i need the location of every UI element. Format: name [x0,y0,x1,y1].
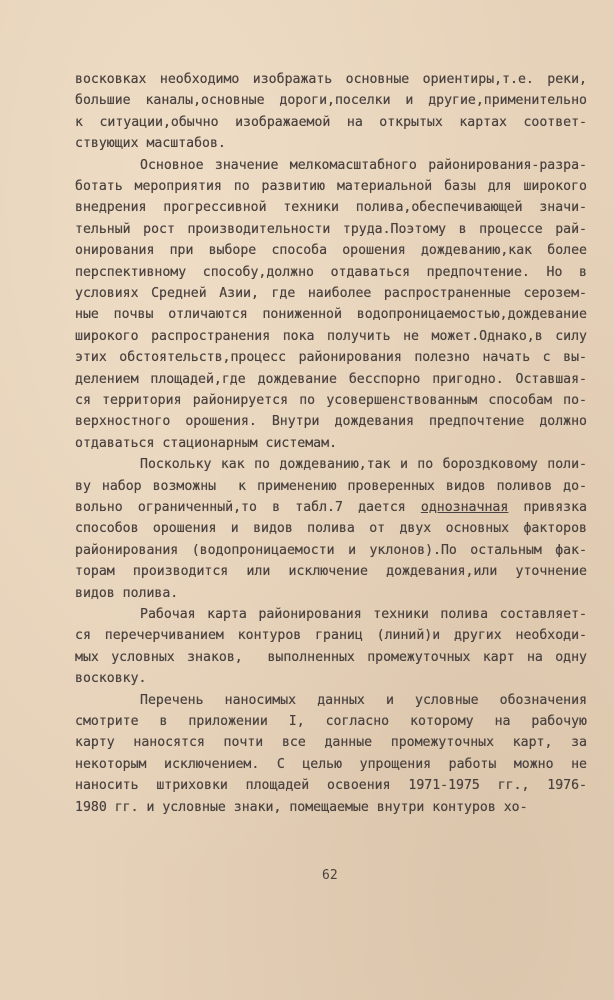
text-line: карту наносятся почти все данные промежуточных карт, за [75,735,587,751]
page-number: 62 [322,868,338,883]
text-line: восковку. [75,671,147,687]
text-line: внедрения прогрессивной техники полива,обеспечивающей значи- [75,200,587,216]
text-line: онирования при выборе способа орошения дождеванию,как более [75,243,587,259]
text-line: Поскольку как по дождеванию,так и по бороздковому поли- [140,457,587,473]
text-line: торам производится или исключение дождевания,или уточнение [75,564,587,580]
text-line [75,499,587,517]
text-line: ные почвы отличаются пониженной водопроницаемостью,дождевание [75,307,587,323]
text-line: ву набор возможны к применению проверенных видов поливов до- [75,478,587,494]
text-line: мых условных знаков, выполненных промежуточных карт на одну [75,649,587,665]
text-line: ся перечерчиванием контуров границ (линий)и других необходи- [75,628,587,644]
text-line: тельный рост производительности труда.Поэтому в процессе рай- [75,221,587,237]
text-segment: вольно ограниченный,то в табл.7 дается [75,500,421,515]
text-line: районирования (водопроницаемости и уклонов).По остальным фак- [75,542,587,558]
text-line: некоторым исключением. С целью упрощения работы можно не [75,756,587,772]
text-line: к ситуации,обычно изображаемой на открытых картах соответ- [75,114,587,130]
underlined-word: однозначная [420,500,509,515]
text-segment: привязка [508,500,587,515]
text-line: верхностного орошения. Внутри дождевания предпочтение должно [75,414,587,430]
text-line: этих обстоятельств,процесс районирования полезно начать с вы- [75,350,587,366]
text-line: Перечень наносимых данных и условные обозначения [140,692,587,708]
text-line: ботать мероприятия по развитию материальной базы для широкого [75,179,587,194]
text-line: большие каналы,основные дороги,поселки и другие,применительно [75,93,587,109]
text-line: условиях Средней Азии, где наиболее распространенные серозем- [75,286,587,301]
text-line: ствующих масштабов. [75,136,226,152]
text-line: восковках необходимо изображать основные ориентиры,т.е. реки, [75,72,587,87]
text-line: отдаваться стационарным системам. [75,435,338,451]
text-line: перспективному способу,должно отдаваться предпочтение. Но в [75,264,587,280]
text-line: делением площадей,где дождевание бесспорно пригодно. Оставшая- [75,371,587,387]
text-line: смотрите в приложении I, согласно которому на рабочую [75,714,587,729]
text-line: наносить штриховки площадей освоения 1971-1975 гг., 1976- [75,778,587,794]
text-line: способов орошения и видов полива от двух основных факторов [75,521,587,537]
text-line: широкого распространения пока получить не может.Однако,в силу [75,328,587,344]
text-line: ся территория районируется по усовершенствованным способам по- [75,393,587,408]
text-line: 1980 гг. и условные знаки, помещаемые внутри контуров хо- [75,799,528,815]
text-line: Основное значение мелкомасштабного районирования-разра- [140,157,587,173]
text-line: видов полива. [75,585,179,601]
text-line: Рабочая карта районирования техники полива составляет- [140,607,587,622]
